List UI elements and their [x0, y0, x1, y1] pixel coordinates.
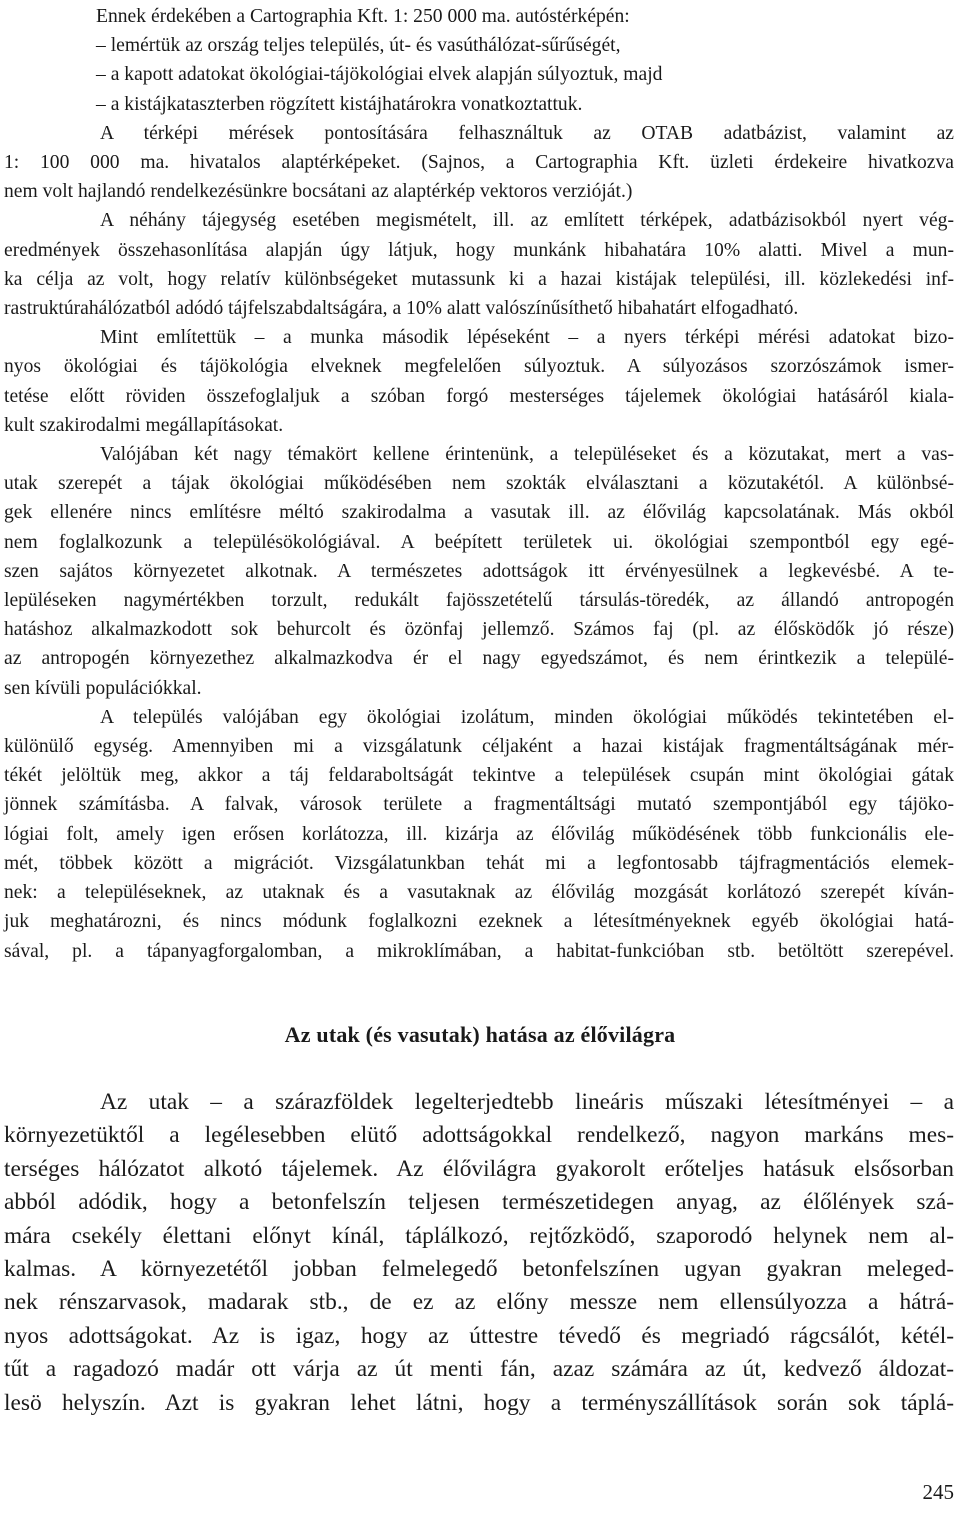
text-line: mára csekély élettani előnyt kínál, táplálkozó, rejtőzködő, szaporodó helynek nem al-: [4, 1222, 954, 1249]
paragraph: [4, 323, 954, 440]
text-line: utak szerepét a tájak ökológiai működésében nem szokták elválasztani a közutakétól. A különbsé-: [4, 473, 954, 495]
text-line: nyos ökológiai és tájökológia elveknek megfelelően súlyoztuk. A súlyozásos szorzószámok ismer-: [4, 356, 954, 378]
intro-list: [4, 2, 954, 119]
text-line: nyos adottságokat. Az is igaz, hogy az úttestre tévedő és megriadó rágcsálót, kétél-: [4, 1322, 954, 1349]
text-line: rastruktúrahálózatból adódó tájfelszabdaltságára, a 10% alatt valószínűsíthető hibahatárt elfogadható.: [4, 298, 799, 320]
text-line: terséges hálózatot alkotó tájelemek. Az élővilágra gyakorolt erőteljes hatásuk elsősorban: [4, 1155, 954, 1182]
paragraph: [4, 119, 954, 207]
body-text-bottom: [4, 1086, 954, 1420]
paragraph: [4, 206, 954, 323]
text-line: kalmas. A környezetétől jobban felmelegedő betonfelszínen ugyan gyakran meleged-: [4, 1256, 954, 1283]
paragraph: [4, 440, 954, 703]
paragraph: [4, 703, 954, 966]
text-line: Ennek érdekében a Cartographia Kft. 1: 250 000 ma. autóstérképén:: [96, 6, 630, 27]
body-text-top: [4, 2, 954, 966]
text-line: nek: a településeknek, az utaknak és a vasutaknak az élővilág mozgását korlátozó szerepét kíván-: [4, 882, 954, 904]
text-line: sen kívüli populációkkal.: [4, 677, 202, 699]
text-line: gek ellenére nincs említésre méltó szakirodalma a vasutak ill. az élővilág kapcsolatának. Más okból: [4, 502, 954, 524]
text-line: A település valójában egy ökológiai izolátum, minden ökológiai működés tekintetében el-: [100, 706, 954, 728]
text-line: ka célja az volt, hogy relatív különbségeket mutassunk ki a hazai kistájak települési, ill. közlekedési inf-: [4, 268, 954, 290]
text-line: lesö helyszín. Azt is gyakran lehet látni, hogy a terményszállítások során sok táplá-: [4, 1389, 954, 1416]
text-line: 1: 100 000 ma. hivatalos alaptérképeket. (Sajnos, a Cartographia Kft. üzleti érdekeire hivatkozva: [4, 152, 954, 174]
text-line: A néhány tájegység esetében megismételt, ill. az említett térképek, adatbázisokból nyert vég-: [100, 210, 954, 232]
text-line: nem foglalkozunk a településökológiával. A beépített területek ui. ökológiai szempontból egy egé-: [4, 531, 954, 553]
text-line: eredmények összehasonlítása alapján úgy látjuk, hogy munkánk hibahatára 10% alatti. Mivel a mun-: [4, 239, 954, 261]
text-line: lepüléseken nagymértékben torzult, redukált fajösszetételű társulás-töredék, az állandó antropogén: [4, 590, 954, 612]
text-line: kult szakirodalmi megállapításokat.: [4, 414, 284, 436]
paragraph: [4, 1086, 954, 1420]
text-line: tékét jelöltük meg, akkor a táj feldaraboltságát tekintve a települések csupán mint ökológiai gátak: [4, 765, 954, 787]
text-line: – a kistájkataszterben rögzített kistájhatárokra vonatkoztattuk.: [96, 93, 583, 115]
text-line: abból adódik, hogy a betonfelszín teljesen természetidegen anyag, az élőlények szá-: [4, 1189, 954, 1216]
text-line: lógiai folt, amely igen erősen korlátozza, ill. kizárja az élővilág működésének több funkcionális ele-: [4, 823, 954, 845]
page-number: 245: [922, 1480, 954, 1504]
text-line: Mint említettük – a munka második lépéseként – a nyers térképi mérési adatokat bizo-: [100, 327, 954, 349]
text-line: tetése előtt röviden összefoglaljuk a szóban forgó mesterséges tájelemek ökológiai hatásáról kiala-: [4, 385, 954, 407]
text-line: – lemértük az ország teljes település, út- és vasúthálózat-sűrűségét,: [96, 35, 621, 57]
text-line: környezetüktől a legélesebben elütő adottságokkal rendelkező, nagyon markáns mes-: [4, 1122, 954, 1149]
text-line: szen sajátos környezetet alkotnak. A természetes adottságok itt érvényesülnek a legkevésbé. A te-: [4, 560, 954, 582]
text-line: nem volt hajlandó rendelkezésünkre bocsátani az alaptérkép vektoros verzióját.): [4, 181, 633, 203]
text-line: juk meghatározni, és nincs módunk foglalkozni ezeknek a létesítményeknek egyéb ökológiai hatá-: [4, 911, 954, 933]
section-heading: Az utak (és vasutak) hatása az élővilágra: [284, 1022, 676, 1047]
text-line: az antropogén környezethez alkalmazkodva ér el nagy egyedszámot, és nem érintkezik a települé-: [4, 648, 954, 670]
text-line: mét, többek között a migrációt. Vizsgálatunkban tehát mi a legfontosabb tájfragmentációs elemek-: [4, 852, 954, 874]
text-line: nek rénszarvasok, madarak stb., de ez az előny messze nem ellensúlyozza a hátrá-: [4, 1289, 954, 1316]
text-line: sával, pl. a tápanyagforgalomban, a mikroklímában, a habitat-funkcióban stb. betöltött szerepével.: [4, 940, 954, 962]
text-line: – a kapott adatokat ökológiai-tájökológiai elvek alapján súlyoztuk, majd: [96, 64, 663, 86]
text-line: Valójában két nagy témakört kellene érintenünk, a településeket és a közutakat, mert a vas-: [100, 444, 954, 466]
text-line: jönnek számításba. A falvak, városok területe a fragmentáltsági mutató szempontjából egy tájöko-: [4, 794, 954, 816]
text-line: tűt a ragadozó madár ott várja az út menti fán, azaz számára az út, kedvező áldozat-: [4, 1356, 954, 1383]
text-line: különülő egység. Amennyiben mi a vizsgálatunk céljaként a hazai kistájak fragmentáltságának mér-: [4, 736, 954, 758]
text-line: A térképi mérések pontosítására felhasználtuk az OTAB adatbázist, valamint az: [100, 122, 954, 144]
text-line: Az utak – a szárazföldek legelterjedtebb lineáris műszaki létesítményei – a: [100, 1089, 954, 1115]
text-line: hatáshoz alkalmazkodott sok behurcolt és özönfaj jellemző. Számos faj (pl. az élősködők jó része): [4, 619, 954, 641]
